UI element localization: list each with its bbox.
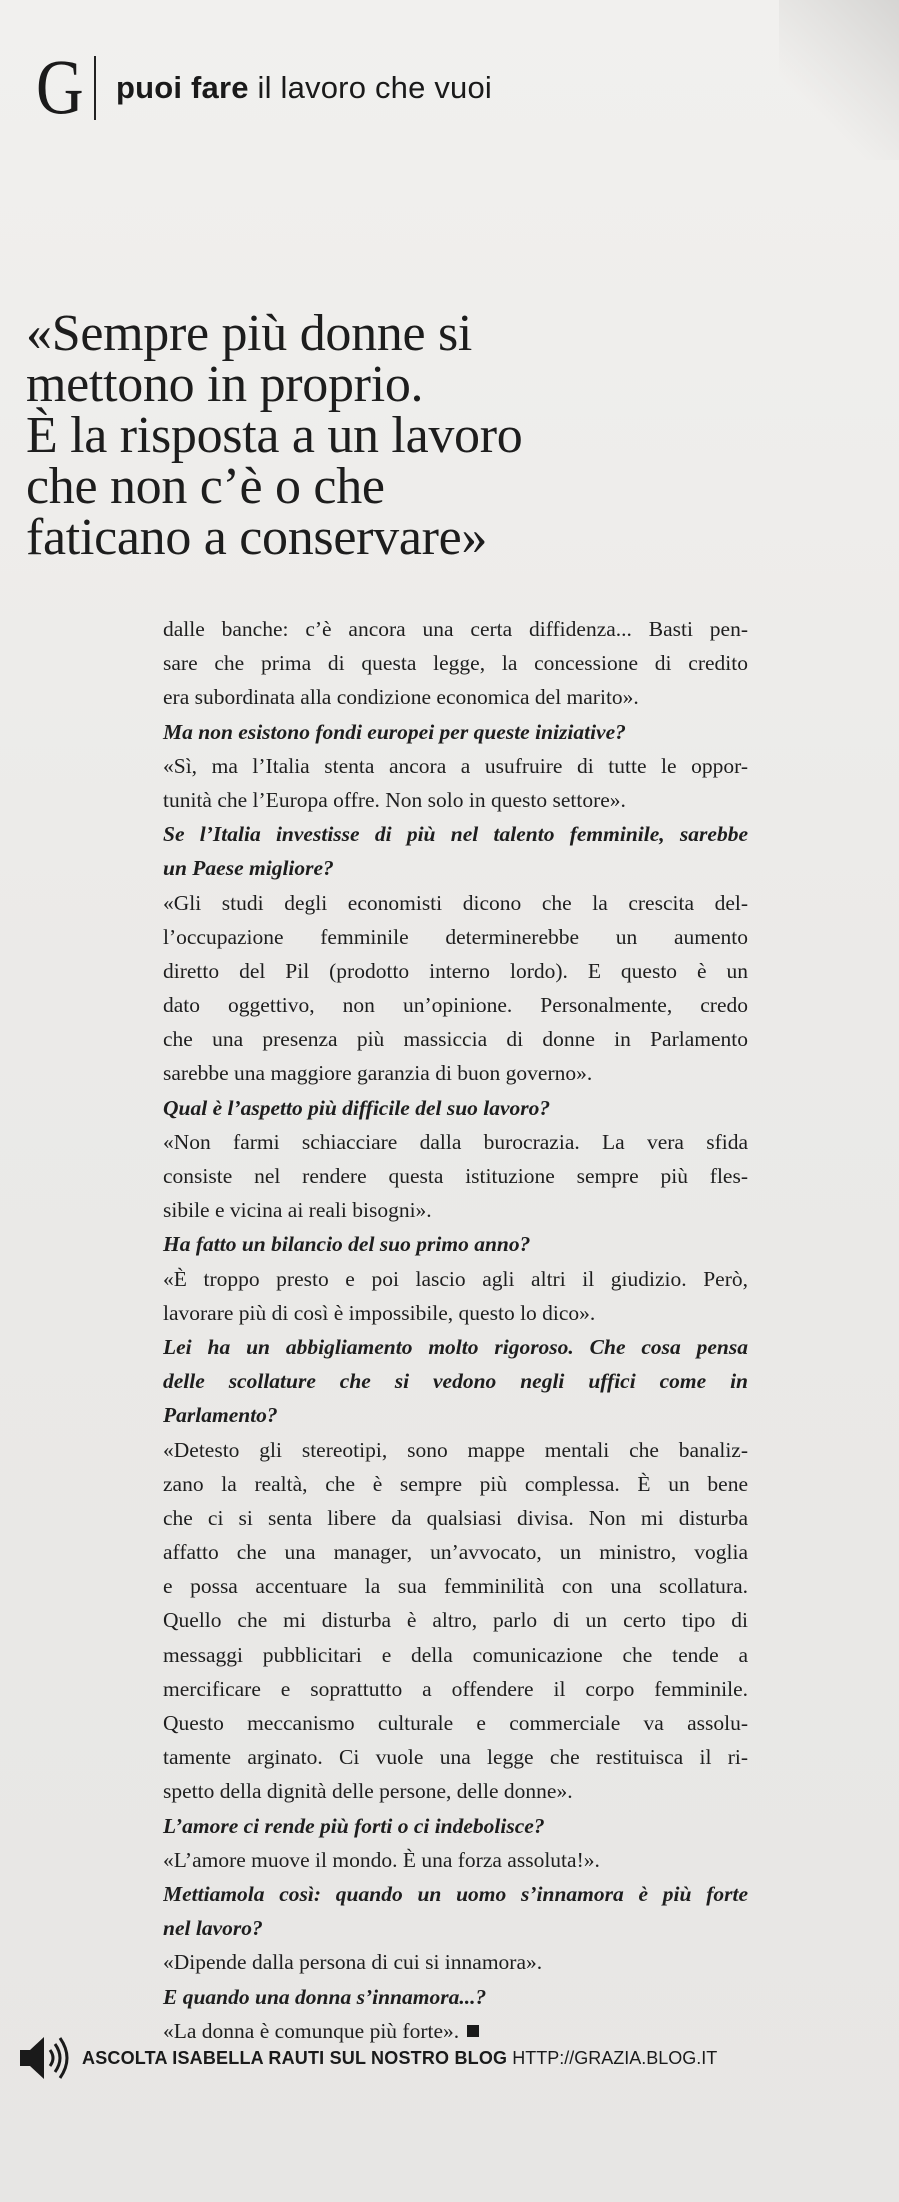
line-text: sare che prima di questa legge, la concessione di credito xyxy=(163,651,748,676)
interview-answer-line xyxy=(163,612,748,646)
line-text: tunità che l’Europa offre. Non solo in questo settore». xyxy=(163,787,626,812)
line-text: dalle banche: c’è ancora una certa diffidenza... Basti pen- xyxy=(163,617,748,641)
speaker-icon[interactable] xyxy=(16,2028,74,2088)
line-text: e possa accentuare la sua femminilità con una scollatura. xyxy=(163,1574,748,1599)
pull-quote-line: che non c’è o che xyxy=(26,458,385,515)
interview-answer-line xyxy=(163,1535,748,1569)
interview-answer-line xyxy=(163,886,748,920)
interview-answer-line xyxy=(163,1774,748,1808)
interview-question xyxy=(163,1877,748,1911)
line-text: Mettiamola così: quando un uomo s’innamora è più forte xyxy=(163,1881,748,1906)
line-text: lavorare più di così è impossibile, questo lo dico». xyxy=(163,1300,596,1325)
line-text: «Non farmi schiacciare dalla burocrazia. La vera sfida xyxy=(163,1129,748,1154)
line-text: Quello che mi disturba è altro, parlo di un certo tipo di xyxy=(163,1608,748,1633)
interview-answer-line xyxy=(163,1569,748,1603)
line-text: affatto che una manager, un’avvocato, un ministro, voglia xyxy=(163,1540,748,1565)
page-corner-shadow xyxy=(779,0,899,160)
interview-answer-line xyxy=(163,988,748,1022)
line-text: L’amore ci rende più forti o ci indebolisce? xyxy=(163,1813,545,1838)
interview-answer-line xyxy=(163,1706,748,1740)
line-text: Ha fatto un bilancio del suo primo anno? xyxy=(163,1232,531,1257)
section-header xyxy=(36,44,493,131)
pull-quote xyxy=(26,305,706,566)
interview-question xyxy=(163,1398,748,1432)
line-text: spetto della dignità delle persone, delle donne». xyxy=(163,1779,573,1804)
interview-answer-line xyxy=(163,1945,748,1979)
line-text: l’occupazione femminile determinerebbe un aumento xyxy=(163,924,748,949)
interview-answer-line xyxy=(163,1638,748,1672)
section-title-bold: puoi fare xyxy=(116,70,249,105)
interview-answer-line xyxy=(163,1740,748,1774)
interview-answer-line xyxy=(163,1193,748,1227)
interview-answer-line xyxy=(163,1843,748,1877)
line-text: «È troppo presto e poi lascio agli altri il giudizio. Però, xyxy=(163,1266,748,1291)
line-text: mercificare e soprattutto a offendere il corpo femminile. xyxy=(163,1676,748,1701)
line-text: «Dipende dalla persona di cui si innamora». xyxy=(163,1950,543,1975)
line-text: consiste nel rendere questa istituzione sempre più fles- xyxy=(163,1164,748,1188)
line-text: zano la realtà, che è sempre più complessa. È un bene xyxy=(163,1471,748,1496)
interview-answer-line xyxy=(163,1467,748,1501)
interview-question xyxy=(163,1809,748,1843)
interview-answer-line xyxy=(163,1022,748,1056)
line-text: delle scollature che si vedono negli uffici come in xyxy=(163,1369,748,1394)
line-text: tamente arginato. Ci vuole una legge che restituisca il ri- xyxy=(163,1745,748,1770)
interview-answer-line xyxy=(163,749,748,783)
line-text: «La donna è comunque più forte». xyxy=(163,2018,460,2043)
interview-answer-line xyxy=(163,920,748,954)
interview-answer-line xyxy=(163,680,748,714)
interview-answer-line xyxy=(163,1603,748,1637)
line-text: Questo meccanismo culturale e commerciale va assolu- xyxy=(163,1711,748,1735)
pull-quote-line: mettono in proprio. xyxy=(26,356,424,413)
interview-question xyxy=(163,1091,748,1125)
blog-url-link[interactable]: HTTP://GRAZIA.BLOG.IT xyxy=(512,2047,718,2068)
line-text: «Gli studi degli economisti dicono che la crescita del- xyxy=(163,890,748,915)
line-text: che una presenza più massiccia di donne in Parlamento xyxy=(163,1027,748,1052)
line-text: Se l’Italia investisse di più nel talento femminile, sarebbe xyxy=(163,822,748,847)
header-divider xyxy=(94,56,96,120)
interview-answer-line xyxy=(163,1159,748,1193)
interview-answer-line xyxy=(163,1501,748,1535)
interview-answer-line xyxy=(163,1056,748,1090)
blog-footer[interactable] xyxy=(16,2028,717,2088)
line-text: «Sì, ma l’Italia stenta ancora a usufruire di tutte le oppor- xyxy=(163,753,748,778)
line-text: Lei ha un abbigliamento molto rigoroso. Che cosa pensa xyxy=(163,1334,748,1359)
line-text: E quando una donna s’innamora...? xyxy=(163,1984,487,2009)
interview-question xyxy=(163,1330,748,1364)
line-text: sarebbe una maggiore garanzia di buon governo». xyxy=(163,1061,593,1086)
line-text: era subordinata alla condizione economica del marito». xyxy=(163,685,639,710)
line-text: un Paese migliore? xyxy=(163,856,334,881)
interview-answer-line xyxy=(163,783,748,817)
section-title-regular: il lavoro che vuoi xyxy=(248,70,493,105)
line-text: sibile e vicina ai reali bisogni». xyxy=(163,1198,432,1223)
interview-answer-line xyxy=(163,1296,748,1330)
line-text: nel lavoro? xyxy=(163,1916,263,1941)
interview-question xyxy=(163,817,748,851)
grazia-logo: G xyxy=(36,44,84,131)
article-body xyxy=(163,612,748,2048)
interview-answer-line xyxy=(163,1433,748,1467)
pull-quote-line: «Sempre più donne si xyxy=(26,305,473,362)
interview-question xyxy=(163,851,748,885)
section-title xyxy=(116,70,492,106)
interview-answer-line xyxy=(163,646,748,680)
line-text: Ma non esistono fondi europei per queste iniziative? xyxy=(163,719,626,744)
interview-answer-line xyxy=(163,1672,748,1706)
line-text: che ci si senta libere da qualsiasi divisa. Non mi disturba xyxy=(163,1505,748,1530)
interview-answer-line xyxy=(163,954,748,988)
line-text: Qual è l’aspetto più difficile del suo lavoro? xyxy=(163,1095,551,1120)
interview-answer-line xyxy=(163,1125,748,1159)
line-text: messaggi pubblicitari e della comunicazione che tende a xyxy=(163,1642,748,1667)
interview-question xyxy=(163,1980,748,2014)
interview-answer-line xyxy=(163,1262,748,1296)
interview-question xyxy=(163,1911,748,1945)
pull-quote-line: faticano a conservare» xyxy=(26,509,488,566)
interview-question xyxy=(163,715,748,749)
interview-question xyxy=(163,1227,748,1261)
pull-quote-line: È la risposta a un lavoro xyxy=(26,407,523,464)
line-text: «L’amore muove il mondo. È una forza assoluta!». xyxy=(163,1847,600,1872)
line-text: Parlamento? xyxy=(163,1403,278,1428)
blog-promo-label: ASCOLTA ISABELLA RAUTI SUL NOSTRO BLOG xyxy=(82,2047,508,2068)
line-text: diretto del Pil (prodotto interno lordo). E questo è un xyxy=(163,958,748,983)
line-text: «Detesto gli stereotipi, sono mappe mentali che banaliz- xyxy=(163,1437,748,1462)
interview-question xyxy=(163,1364,748,1398)
line-text: dato oggettivo, non un’opinione. Personalmente, credo xyxy=(163,993,748,1018)
